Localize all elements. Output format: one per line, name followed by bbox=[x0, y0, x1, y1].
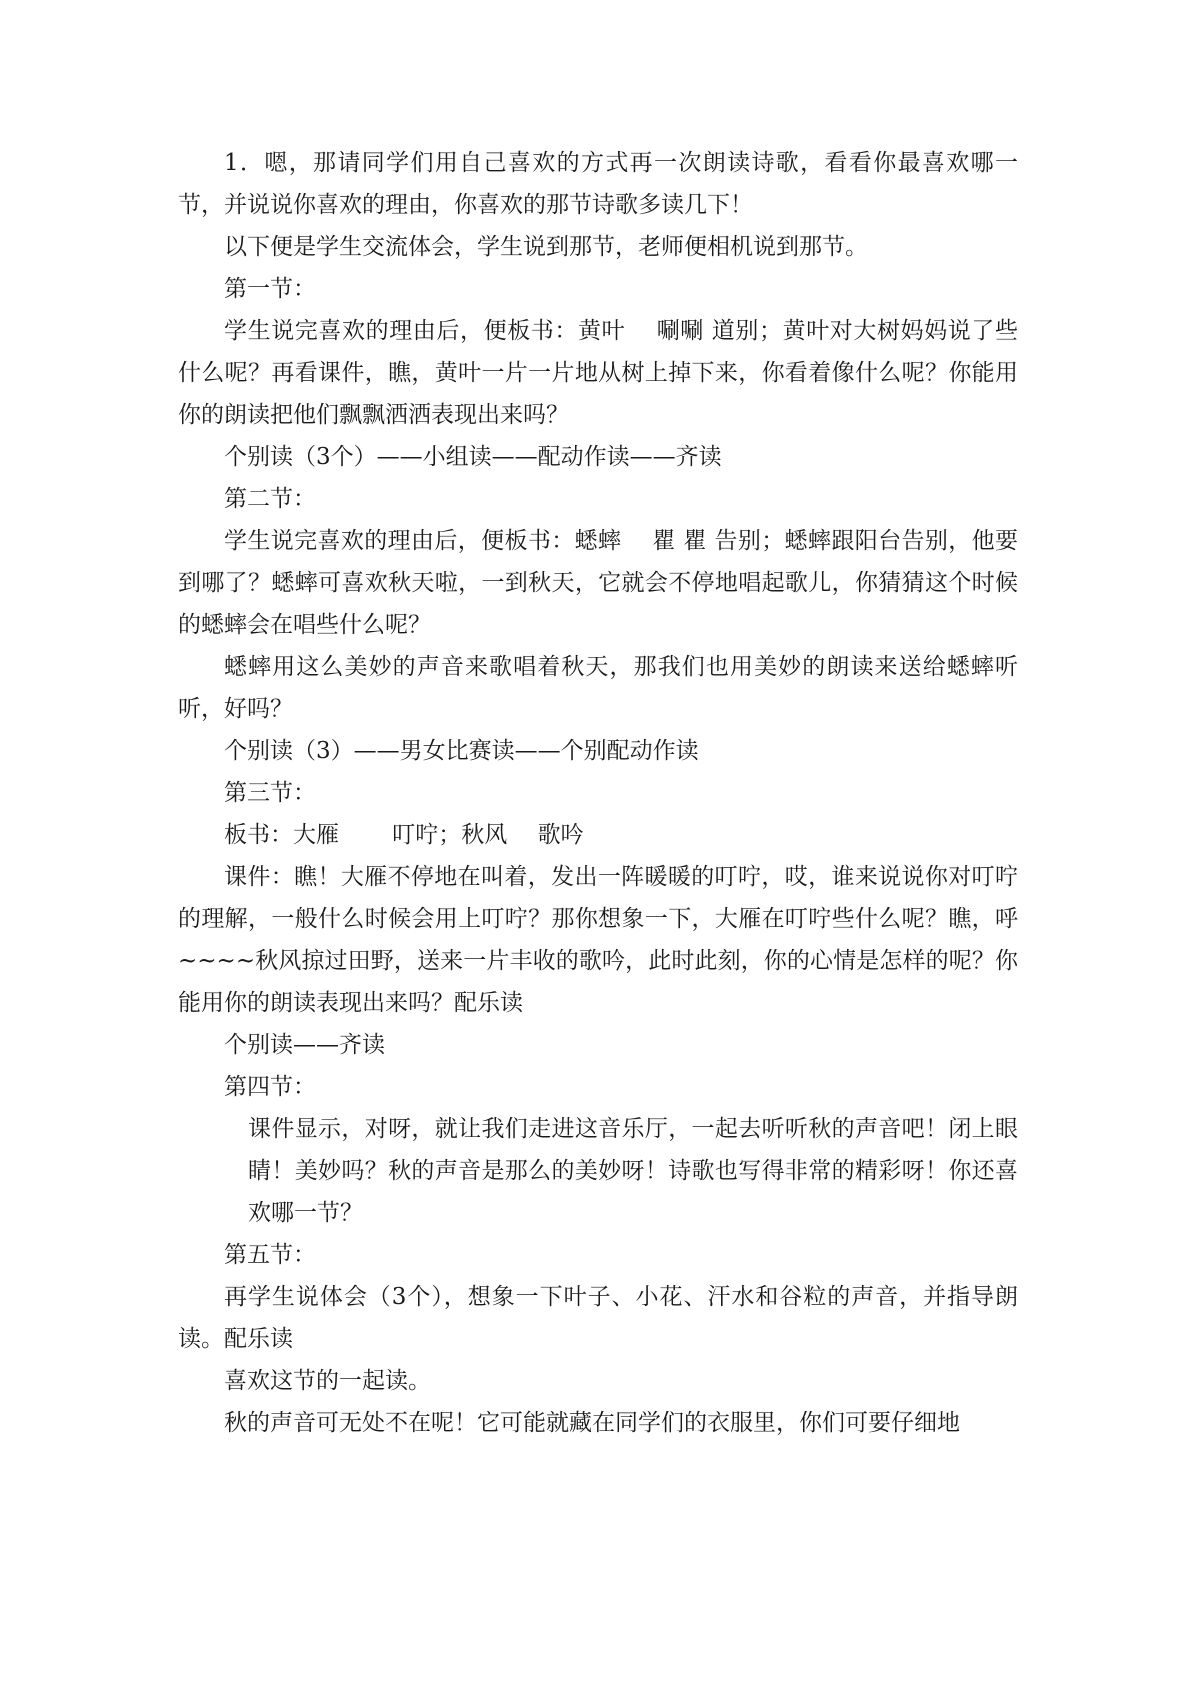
paragraph-section-2-reading: 个别读（3）——男女比赛读——个别配动作读 bbox=[224, 738, 699, 764]
paragraph-section-3-reading: 个别读——齐读 bbox=[224, 1032, 385, 1058]
heading-section-1: 第一节： bbox=[224, 276, 316, 302]
paragraph-section-5-text: 再学生说体会（3个），想象一下叶子、小花、汗水和谷粒的声音，并指导朗读。配乐读 bbox=[178, 1284, 1018, 1352]
paragraph-section-2-text: 学生说完喜欢的理由后，便板书：蟋蟀 瞿 瞿 告别；蟋蟀跟阳台告别，他要到哪了？蟋蟀可喜欢秋天啦，一到秋天，它就会不停地唱起歌儿，你猜猜这个时候的蟋蟀会在唱些什么呢？ bbox=[178, 528, 1018, 638]
paragraph-exchange-note: 以下便是学生交流体会，学生说到那节，老师便相机说到那节。 bbox=[224, 234, 868, 260]
paragraph-section-3-courseware: 课件：瞧！大雁不停地在叫着，发出一阵暖暖的叮咛，哎，谁来说说你对叮咛的理解，一般什么时候会用上叮咛？那你想象一下，大雁在叮咛些什么呢？瞧，呼~~~~秋风掠过田野，送来一片丰收的歌吟，此时此刻，你的心情是怎样的呢？你能用你的朗读表现出来吗？配乐读 bbox=[178, 864, 1018, 1016]
heading-section-2: 第二节： bbox=[224, 486, 316, 512]
heading-section-3: 第三节： bbox=[224, 780, 316, 806]
paragraph-intro-question: 1．嗯，那请同学们用自己喜欢的方式再一次朗读诗歌，看看你最喜欢哪一节，并说说你喜欢的理由，你喜欢的那节诗歌多读几下！ bbox=[178, 150, 1018, 218]
heading-section-4: 第四节： bbox=[224, 1074, 316, 1100]
paragraph-section-3-board: 板书：大雁 叮咛；秋风 歌吟 bbox=[224, 822, 584, 848]
paragraph-closing: 秋的声音可无处不在呢！它可能就藏在同学们的衣服里，你们可要仔细地 bbox=[224, 1410, 960, 1436]
paragraph-section-5-together: 喜欢这节的一起读。 bbox=[224, 1368, 431, 1394]
heading-section-5: 第五节： bbox=[224, 1242, 316, 1268]
paragraph-section-4-text: 课件显示，对呀，就让我们走进这音乐厅，一起去听听秋的声音吧！闭上眼睛！美妙吗？秋的声音是那么的美妙呀！诗歌也写得非常的精彩呀！你还喜欢哪一节？ bbox=[248, 1116, 1018, 1226]
paragraph-section-1-reading: 个别读（3个）——小组读——配动作读——齐读 bbox=[224, 444, 722, 470]
paragraph-section-2-cricket: 蟋蟀用这么美妙的声音来歌唱着秋天，那我们也用美妙的朗读来送给蟋蟀听听，好吗？ bbox=[178, 654, 1018, 722]
paragraph-section-1-text: 学生说完喜欢的理由后，便板书：黄叶 唰唰 道别；黄叶对大树妈妈说了些什么呢？再看课件，瞧，黄叶一片一片地从树上掉下来，你看着像什么呢？你能用你的朗读把他们飘飘洒洒表现出来吗？ bbox=[178, 318, 1018, 428]
